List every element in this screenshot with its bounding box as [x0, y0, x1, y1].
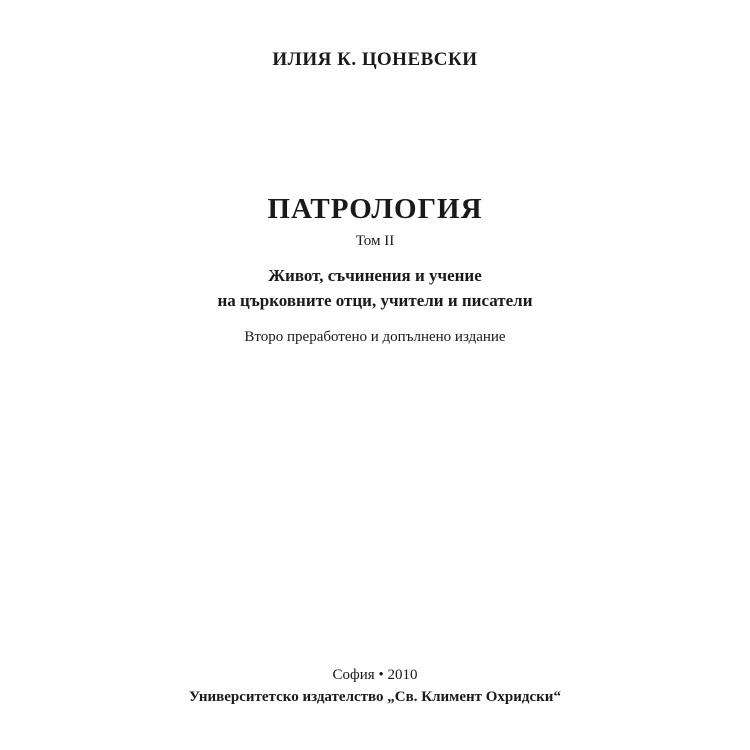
place-and-year: София • 2010 — [332, 667, 418, 683]
book-title: ПАТРОЛОГИЯ — [267, 193, 483, 225]
edition-note: Второ преработено и допълнено издание — [244, 329, 506, 345]
volume-label: Том II — [355, 233, 395, 249]
book-subtitle — [0, 263, 750, 313]
author-name: ИЛИЯ К. ЦОНЕВСКИ — [272, 49, 478, 70]
subtitle-line-2: на църковните отци, учители и писатели — [217, 291, 533, 310]
subtitle-line-1: Живот, съчинения и учение — [268, 266, 482, 285]
publisher-name: Университетско издателство „Св. Климент Охридски“ — [189, 689, 561, 705]
